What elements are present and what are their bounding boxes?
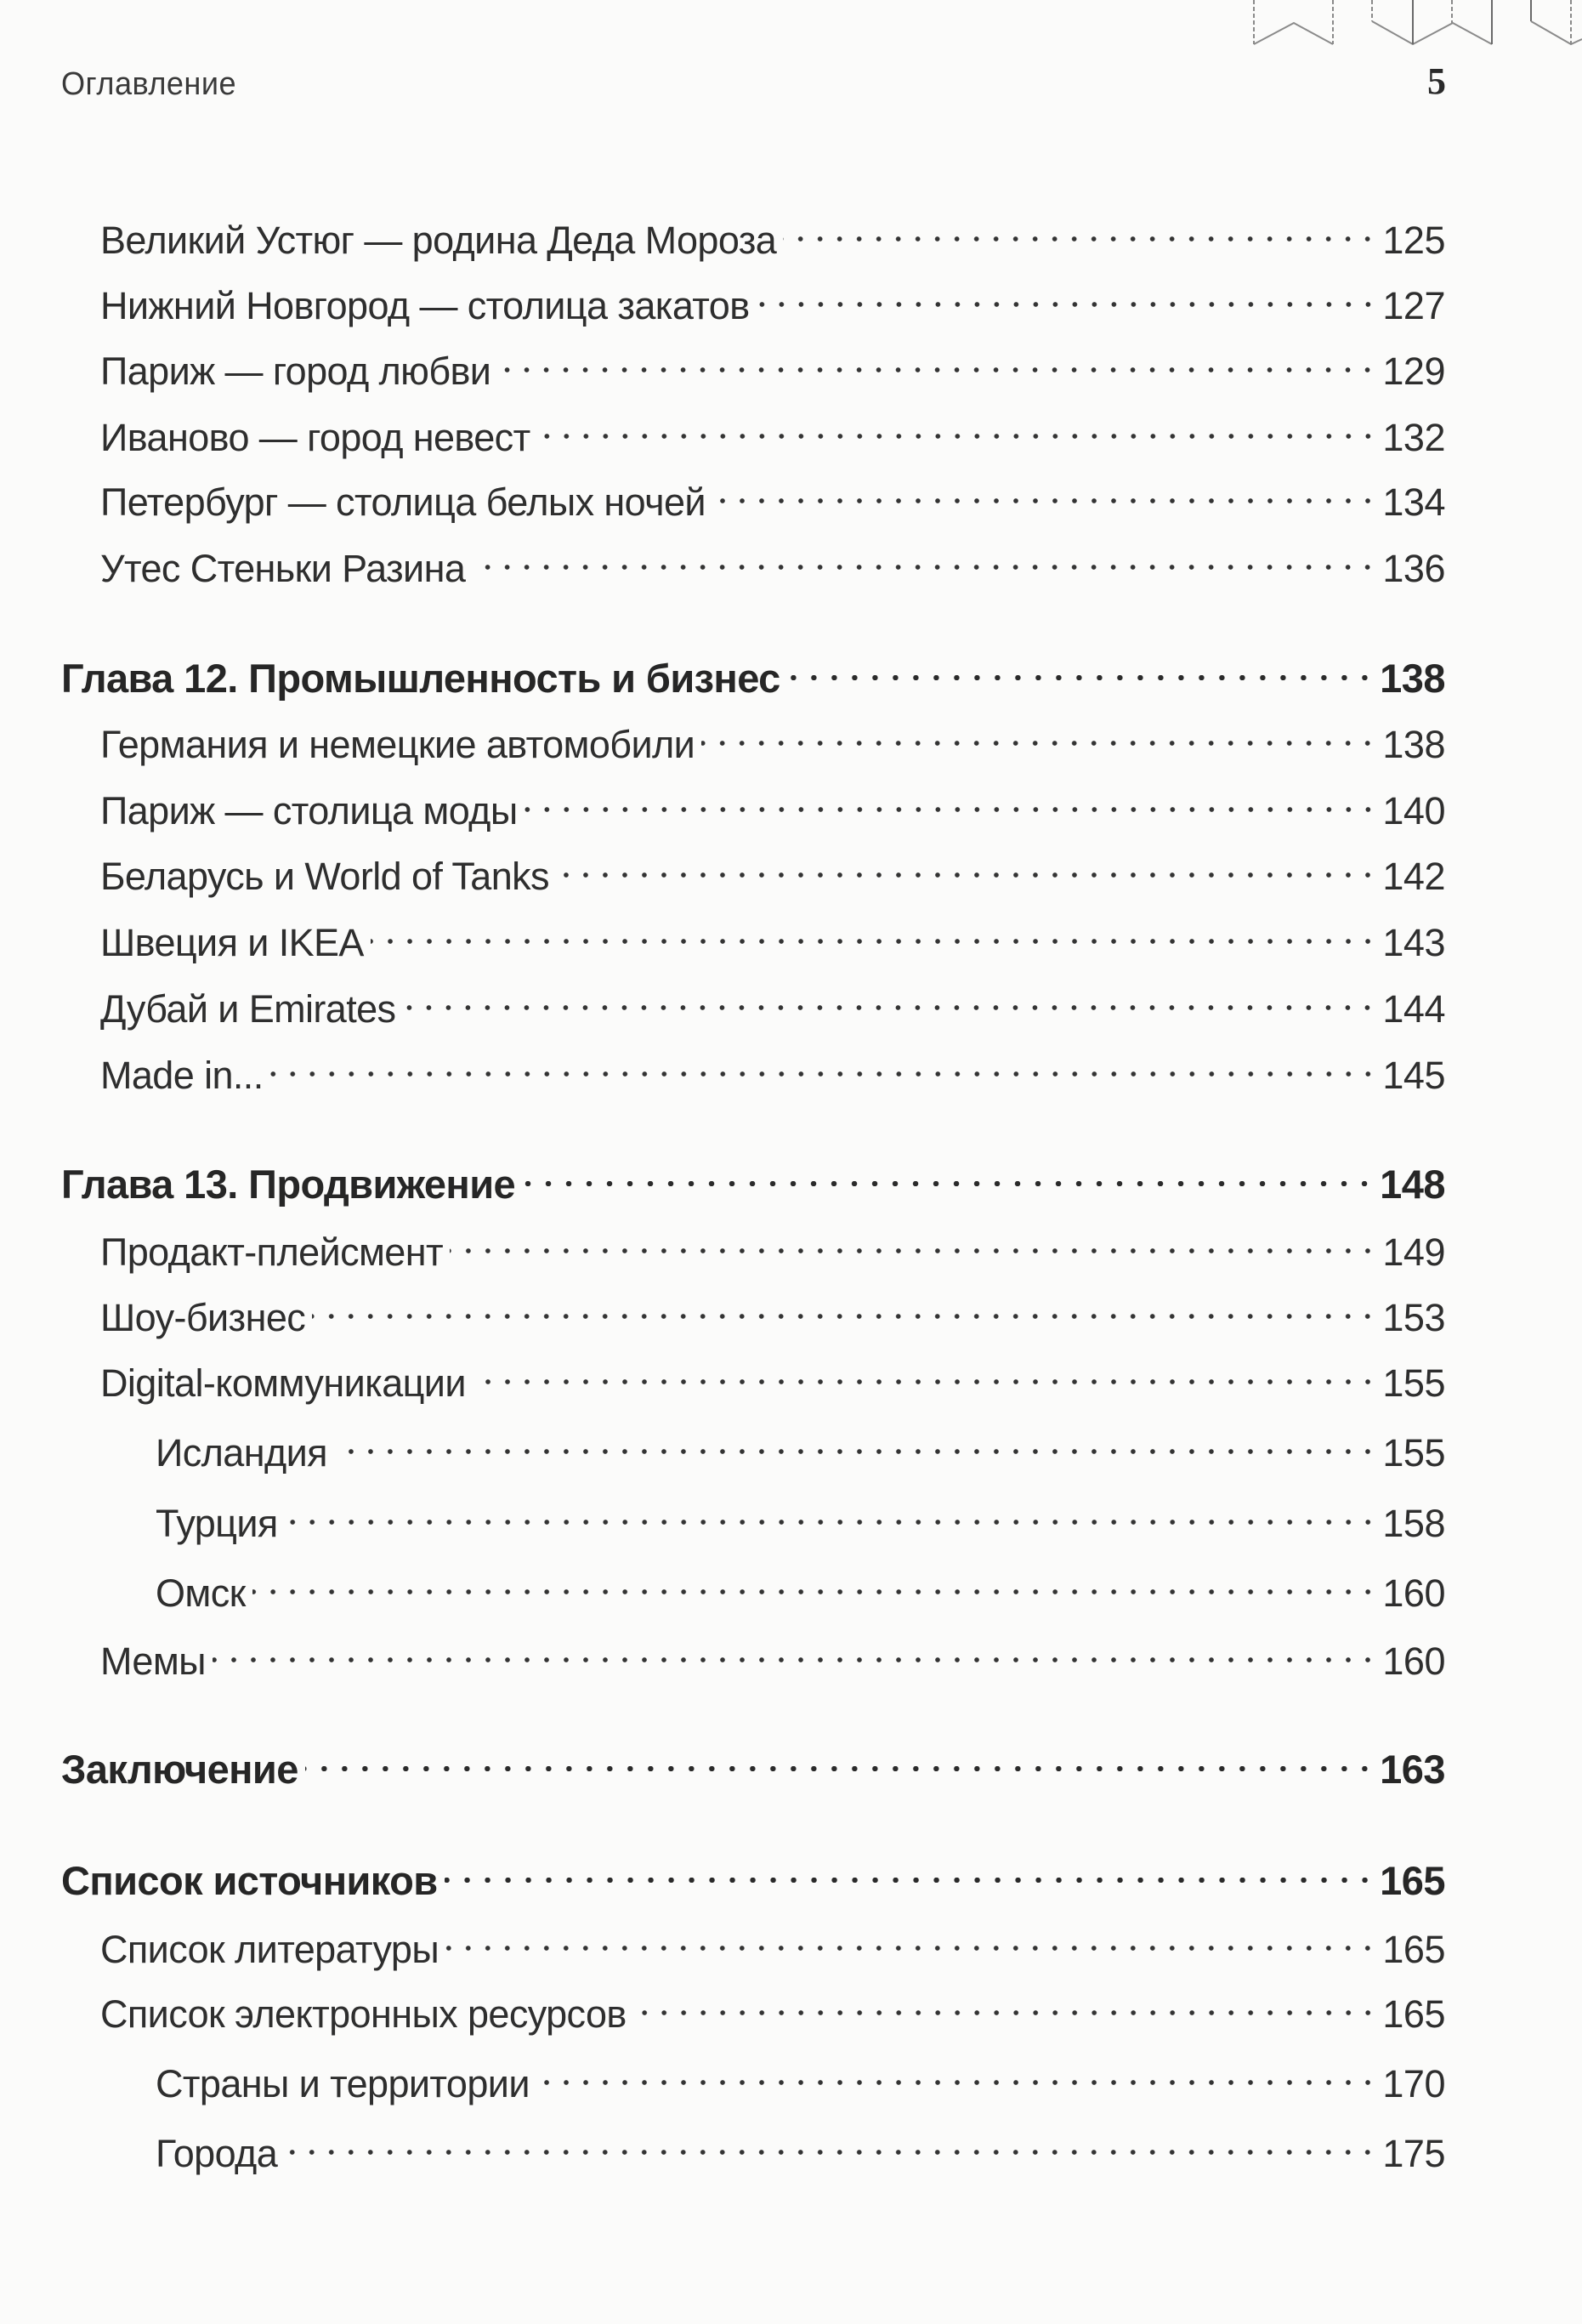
toc-entry-page: 127 [1382,284,1445,327]
toc-entry-title: Заключение [61,1747,298,1792]
toc-entry-title: Мемы [100,1639,206,1683]
toc-entry-page: 175 [1382,2132,1445,2175]
dot-leader [284,2119,1377,2167]
toc-entry-page: 138 [1380,656,1445,701]
toc-entry-page: 129 [1382,349,1445,393]
toc-entry-title: Digital-коммуникации [100,1361,466,1405]
dot-leader [783,206,1377,253]
toc-entry-title: Омск [156,1571,246,1615]
toc-entry-title: Глава 12. Промышленность и бизнес [61,656,780,701]
dot-leader [757,271,1378,319]
dot-leader [472,534,1377,582]
dot-leader [213,1627,1378,1674]
toc-entry-title: Великий Устюг — родина Деда Мороза [100,219,777,262]
toc-chapter-entry[interactable] [61,1151,1445,1207]
toc-subsection-entry[interactable] [156,1418,1445,1475]
toc-entry-page: 170 [1382,2062,1445,2105]
toc-entry-title: Исландия [156,1431,327,1475]
toc-entry-title: Список литературы [100,1928,439,1971]
toc-entry-title: Made in... [100,1054,264,1097]
toc-entry-page: 165 [1382,1992,1445,2036]
dot-leader [305,1736,1375,1783]
toc-entry-title: Утес Стеньки Разина [100,547,466,590]
toc-subsection-entry[interactable] [156,2049,1445,2105]
toc-section-entry[interactable] [100,1980,1445,2036]
toc-section-entry[interactable] [100,710,1445,766]
toc-entry-page: 160 [1382,1571,1445,1615]
toc-chapter-entry[interactable] [61,645,1445,701]
toc-section-entry[interactable] [100,1041,1445,1097]
dot-leader [522,1151,1375,1198]
toc-entry-title: Петербург — столица белых ночей [100,480,706,524]
toc-entry-title: Париж — столица моды [100,789,518,832]
toc-entry-title: Продакт-плейсмент [100,1230,443,1274]
toc-subsection-entry[interactable] [156,1489,1445,1545]
dot-leader [473,1349,1378,1396]
dot-leader [536,2049,1378,2097]
toc-entry-page: 158 [1382,1502,1445,1545]
toc-section-entry[interactable] [100,1283,1445,1339]
dot-leader [371,908,1378,956]
toc-entry-page: 132 [1382,416,1445,459]
toc-section-entry[interactable] [100,1915,1445,1971]
dot-leader [497,337,1377,384]
toc-entry-page: 145 [1382,1054,1445,1097]
toc-entry-page: 165 [1380,1858,1445,1903]
toc-entry-title: Города [156,2132,278,2175]
toc-section-entry[interactable] [100,908,1445,964]
toc-section-entry[interactable] [100,534,1445,590]
toc-entry-title: Нижний Новгород — столица закатов [100,284,750,327]
toc-section-entry[interactable] [100,974,1445,1031]
toc-chapter-entry[interactable] [61,1847,1445,1903]
toc-section-entry[interactable] [100,1218,1445,1274]
dot-leader [701,710,1377,758]
toc-entry-page: 155 [1382,1431,1445,1475]
dot-leader [402,974,1377,1022]
toc-entry-title: Страны и территории [156,2062,530,2105]
toc-section-entry[interactable] [100,337,1445,393]
dot-leader [450,1218,1377,1265]
toc-entry-title: Глава 13. Продвижение [61,1162,516,1207]
toc-entry-page: 136 [1382,547,1445,590]
dot-leader [252,1559,1378,1606]
toc-entry-page: 160 [1382,1639,1445,1683]
toc-entry-page: 134 [1382,480,1445,524]
toc-chapter-entry[interactable] [61,1736,1445,1792]
toc-section-entry[interactable] [100,468,1445,524]
dot-leader [556,842,1377,889]
toc-section-entry[interactable] [100,403,1445,459]
toc-entry-page: 138 [1382,723,1445,766]
toc-entry-title: Шоу-бизнес [100,1296,306,1339]
toc-entry-title: Германия и немецкие автомобили [100,723,695,766]
dot-leader [787,645,1375,692]
toc-entry-title: Беларусь и World of Tanks [100,855,549,898]
toc-entry-title: Список электронных ресурсов [100,1992,627,2036]
toc-subsection-entry[interactable] [156,2119,1445,2175]
toc-entry-page: 125 [1382,219,1445,262]
dot-leader [312,1283,1377,1331]
toc-entry-page: 155 [1382,1361,1445,1405]
toc-entry-title: Дубай и Emirates [100,987,396,1031]
dot-leader [537,403,1378,451]
toc-section-entry[interactable] [100,271,1445,327]
toc-entry-title: Швеция и IKEA [100,921,364,964]
toc-entry-page: 165 [1382,1928,1445,1971]
dot-leader [270,1041,1378,1088]
toc-section-entry[interactable] [100,1349,1445,1405]
toc-subsection-entry[interactable] [156,1559,1445,1615]
toc-section-entry[interactable] [100,206,1445,262]
dot-leader [712,468,1378,515]
toc-entry-page: 140 [1382,789,1445,832]
dot-leader [633,1980,1378,2027]
toc-entry-page: 163 [1380,1747,1445,1792]
toc-section-entry[interactable] [100,1627,1445,1683]
toc-entry-title: Список источников [61,1858,438,1903]
toc-entry-page: 153 [1382,1296,1445,1339]
dot-leader [334,1418,1377,1466]
toc-entry-page: 149 [1382,1230,1445,1274]
dot-leader [285,1489,1378,1537]
page-number: 5 [1427,60,1446,102]
toc-entry-page: 142 [1382,855,1445,898]
toc-entry-page: 143 [1382,921,1445,964]
dot-leader [445,1847,1375,1895]
dot-leader [445,1915,1377,1963]
dot-leader [524,776,1378,824]
running-head: Оглавление [61,66,237,102]
toc-entry-title: Иваново — город невест [100,416,530,459]
toc-section-entry[interactable] [100,776,1445,832]
toc-entry-title: Париж — город любви [100,349,491,393]
toc-section-entry[interactable] [100,842,1445,898]
toc-entry-page: 144 [1382,987,1445,1031]
toc-entry-title: Турция [156,1502,278,1545]
toc-entry-page: 148 [1380,1162,1445,1207]
